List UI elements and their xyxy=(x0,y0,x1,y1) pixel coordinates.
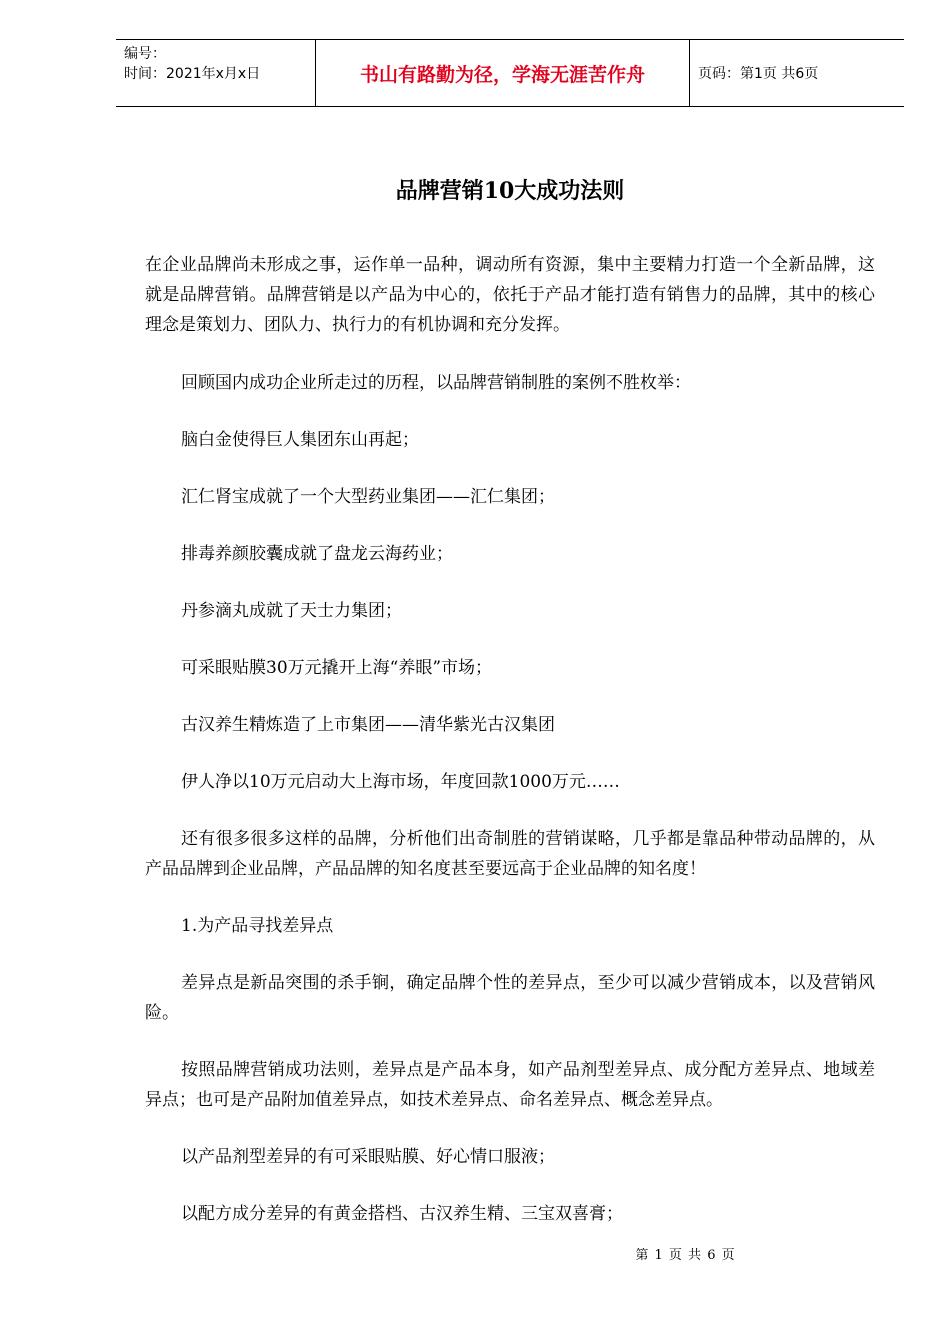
body-paragraph: 差异点是新品突围的杀手锏，确定品牌个性的差异点，至少可以减少营销成本，以及营销风险。 xyxy=(145,973,875,1023)
header-meta-cell xyxy=(116,40,316,106)
case-list-item: 丹参滴丸成就了天士力集团； xyxy=(181,601,402,621)
header-motto: 书山有路勤为径，学海无涯苦作舟 xyxy=(316,40,690,106)
page-header xyxy=(116,39,904,107)
document-time-label: 时间：2021年x月x日 xyxy=(124,66,261,82)
body-paragraph: 以配方成分差异的有黄金搭档、古汉养生精、三宝双喜膏； xyxy=(181,1204,623,1224)
page-footer-number: 第 1 页 共 6 页 xyxy=(635,1248,735,1263)
case-list-item: 伊人净以10万元启动大上海市场，年度回款1000万元…… xyxy=(181,772,620,792)
document-body xyxy=(145,250,875,1256)
header-page-info: 页码：第1页 共6页 xyxy=(698,66,819,82)
section-heading: 1.为产品寻找差异点 xyxy=(181,916,334,936)
body-paragraph: 以产品剂型差异的有可采眼贴膜、好心情口服液； xyxy=(181,1147,555,1167)
body-paragraph: 还有很多很多这样的品牌，分析他们出奇制胜的营销谋略，几乎都是靠品种带动品牌的，从产品品牌到企业品牌，产品品牌的知名度甚至要远高于企业品牌的知名度！ xyxy=(145,829,875,879)
body-paragraph: 按照品牌营销成功法则，差异点是产品本身，如产品剂型差异点、成分配方差异点、地域差异点；也可是产品附加值差异点，如技术差异点、命名差异点、概念差异点。 xyxy=(145,1060,875,1110)
case-list-item: 可采眼贴膜30万元撬开上海“养眼”市场； xyxy=(181,658,493,678)
case-list-item: 汇仁肾宝成就了一个大型药业集团——汇仁集团； xyxy=(181,487,555,507)
document-title: 品牌营销10大成功法则 xyxy=(395,178,625,204)
body-paragraph: 在企业品牌尚未形成之事，运作单一品种，调动所有资源，集中主要精力打造一个全新品牌，这就是品牌营销。品牌营销是以产品为中心的，依托于产品才能打造有销售力的品牌，其中的核心理念是策划力、团队力、执行力的有机协调和充分发挥。 xyxy=(145,255,875,335)
case-list-item: 脑白金使得巨人集团东山再起； xyxy=(181,430,419,450)
document-number-label: 编号： xyxy=(124,46,166,62)
body-paragraph: 回顾国内成功企业所走过的历程，以品牌营销制胜的案例不胜枚举： xyxy=(181,373,691,393)
case-list-item: 古汉养生精炼造了上市集团——清华紫光古汉集团 xyxy=(181,715,555,735)
case-list-item: 排毒养颜胶囊成就了盘龙云海药业； xyxy=(181,544,453,564)
